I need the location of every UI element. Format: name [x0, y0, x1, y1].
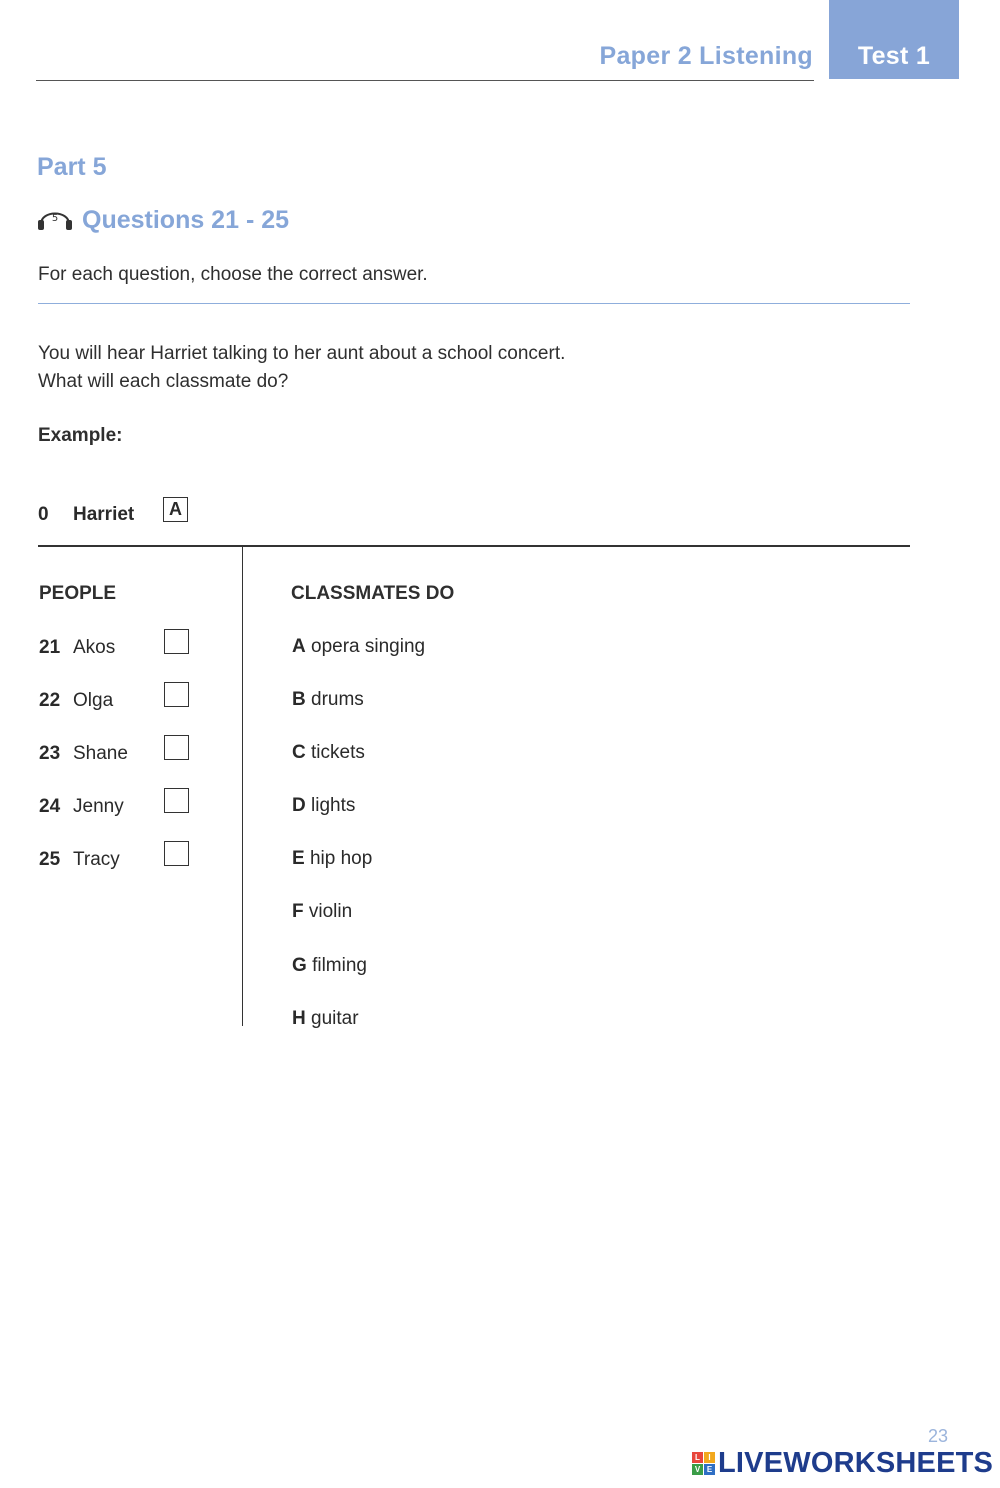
person-row	[39, 849, 120, 875]
option-item	[292, 848, 372, 870]
paper-title: Paper 2 Listening	[599, 42, 813, 70]
option-letter: A	[292, 636, 306, 657]
option-item	[292, 955, 367, 977]
option-letter: E	[292, 848, 305, 869]
answer-box-23[interactable]	[164, 735, 189, 760]
options-header: CLASSMATES DO	[291, 583, 455, 604]
person-number: 23	[39, 743, 61, 764]
test-tab	[829, 0, 959, 79]
example-answer-box: A	[163, 497, 188, 522]
intro-line-2: What will each classmate do?	[38, 371, 289, 392]
example-number: 0	[38, 504, 49, 525]
example-name: Harriet	[73, 504, 135, 525]
person-number: 25	[39, 849, 61, 870]
logo-letter: I	[704, 1452, 715, 1463]
option-letter: H	[292, 1008, 306, 1029]
instruction-text: For each question, choose the correct answer.	[38, 264, 428, 285]
people-header: PEOPLE	[39, 583, 117, 604]
logo-text: LIVEWORKSHEETS	[718, 1446, 994, 1479]
table-column-divider	[242, 546, 243, 1026]
answer-box-25[interactable]	[164, 841, 189, 866]
option-item	[292, 636, 425, 658]
option-text: guitar	[311, 1008, 359, 1029]
test-label: Test 1	[857, 42, 931, 70]
person-row	[39, 796, 124, 822]
person-number: 22	[39, 690, 61, 711]
page-number: 23	[928, 1426, 949, 1446]
logo-letter: V	[692, 1464, 703, 1475]
option-letter: D	[292, 795, 306, 816]
person-name: Akos	[73, 637, 116, 658]
person-row	[39, 743, 128, 769]
person-name: Jenny	[73, 796, 124, 817]
person-number: 24	[39, 796, 61, 817]
option-text: tickets	[311, 742, 365, 763]
option-text: violin	[308, 901, 353, 922]
option-text: hip hop	[309, 848, 373, 869]
option-text: opera singing	[311, 636, 426, 657]
part-title: Part 5	[37, 153, 107, 181]
option-item	[292, 742, 365, 764]
intro-line-1: You will hear Harriet talking to her aunt about a school concert.	[38, 343, 566, 364]
logo-letter: E	[704, 1464, 715, 1475]
answer-box-21[interactable]	[164, 629, 189, 654]
option-item	[292, 901, 352, 923]
logo-letter: L	[692, 1452, 703, 1463]
person-name: Olga	[73, 690, 114, 711]
person-row	[39, 637, 115, 663]
person-name: Shane	[73, 743, 128, 764]
headphones-icon	[36, 204, 74, 232]
option-item	[292, 795, 355, 817]
person-name: Tracy	[73, 849, 120, 870]
option-item	[292, 1008, 359, 1030]
table-top-rule	[38, 545, 910, 547]
option-letter: B	[292, 689, 306, 710]
person-number: 21	[39, 637, 61, 658]
option-letter: C	[292, 742, 306, 763]
track-number: 5	[51, 213, 59, 224]
header-divider	[36, 80, 814, 81]
option-letter: G	[292, 955, 307, 976]
option-text: drums	[311, 689, 364, 710]
logo-grid-icon	[692, 1452, 715, 1475]
person-row	[39, 690, 113, 716]
option-item	[292, 689, 364, 711]
option-text: lights	[311, 795, 356, 816]
option-text: filming	[312, 955, 367, 976]
questions-title: Questions 21 - 25	[82, 206, 290, 234]
liveworksheets-logo[interactable]	[692, 1446, 993, 1480]
section-divider	[38, 303, 910, 304]
answer-box-24[interactable]	[164, 788, 189, 813]
answer-box-22[interactable]	[164, 682, 189, 707]
option-letter: F	[292, 901, 304, 922]
example-label: Example:	[38, 425, 123, 446]
